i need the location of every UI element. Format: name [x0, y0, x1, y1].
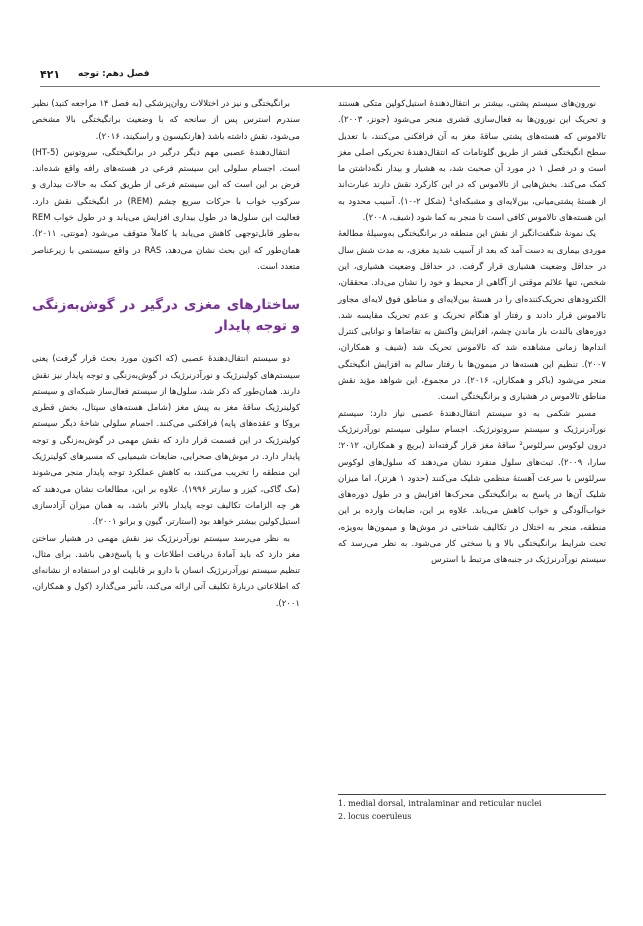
- paragraph: یک نمونۀ شگفت‌انگیز از نقش این منطقه در برانگیختگی به‌وسیلۀ مطالعۀ موردی بیماری به دست آمد که بعد از آسیب شدید مغزی، به مدت شش سال در حداقل وضعیت هشیاری قرار گرفت. در حداقل وضعیت هشیاری، این شخص، تنها علائم موقتی از آگاهی از محیط و خود را نشان می‌داد. محققان، الکترودهای تحریک‌کننده‌ای را در هستۀ بین‌لایه‌ای و مناطق فوق لایه‌ای مجاور تالاموس قرار دادند و رفتار او هنگام تحریک و عدم تحریک مقایسه شد. دوره‌های بالندت بار ماندن چشم، افزایش واکنش به تقاضاها و توانایی کنترل اندام‌ها زمانی مشاهده شد که تالاموس تحریک شد (شیف و همکاران، ۲۰۰۷). تنظیم این هسته‌ها در میمون‌ها با رفتار سالم به افزایش انگیختگی منجر می‌شود (باکر و همکاران، ۲۰۱۶). در مجموع، این شواهد مؤید نقش مناطق تالاموس در هشیاری و برانگیختگی است.: [338, 229, 606, 403]
- footnote: 1. medial dorsal, intralaminar and reticular nuclei: [338, 799, 542, 808]
- left-column: [32, 96, 300, 612]
- footnote: 2. locus coeruleus: [338, 812, 412, 821]
- footnote-divider: [338, 794, 606, 795]
- paragraph: نورون‌های سیستم پشتی، بیشتر بر انتقال‌دهندۀ استیل‌کولین متکی هستند و تحریک این نورون‌ها به فعال‌سازی قشری منجر می‌شود (جونز، ۲۰۰۳). تالاموس که هسته‌های پشتی ساقۀ مغز به آن فرافکنی می‌کنند، با تعدیل سطح انگیختگی قشر از طریق گلوتامات که انتقال‌دهندۀ تحریکی اصلی مغز است و در فصل ۱ در مورد آن صحبت شد، به هشیار و بیدار نگه‌داشتن ما کمک می‌کند. بخش‌هایی از تالاموس که در این کارکرد نقش دارند عبارت‌اند از هستۀ پشتی‌میانی، بین‌لایه‌ای و مشبکه‌ای¹ (شکل ۲-۱۰). آسیب محدود به این هسته‌های تالاموس کافی است تا منجر به کما شود (شیف، ۲۰۰۸).: [338, 99, 606, 224]
- footnotes: [338, 797, 606, 823]
- section-heading: ساختارهای مغزی درگیر در گوش‌به‌زنگی و توجه پایدار: [32, 297, 300, 335]
- paragraph: برانگیختگی و نیز در اختلالات روان‌پزشکی (به فصل ۱۴ مراجعه کنید) نظیر سندرم استرس پس از سانحه که با وضعیت برانگیختگی بالا مشخص می‌شود، نقش داشته باشد (هارنکیسون و راسکیند، ۲۰۱۶).: [32, 99, 300, 142]
- paragraph: به نظر می‌رسد سیستم نورآدرنرژیک نیز نقش مهمی در هشیار ساختن مغز دارد که باید آمادۀ دریافت اطلاعات و یا پاسخ‌دهی باشد. برای مثال، تنظیم سیستم نورآدرنرژیک انسان با دارو بر قابلیت او در استفاده از نشانه‌ای که اطلاعاتی دربارۀ تکلیف آتی ارائه می‌کند، تأثیر می‌گذارد (کول و همکاران، ۲۰۰۱).: [32, 533, 300, 609]
- page-header: [40, 66, 600, 87]
- paragraph: انتقال‌دهندۀ عصبی مهم دیگر درگیر در برانگیختگی، سروتونین (5-HT) است. اجسام سلولی این سیستم فرعی در هسته‌های رافه واقع شده‌اند. فرض بر این است که این سیستم فرعی از طریق کمک به حالات بیداری و سرکوب خواب با حرکات سریع چشم (REM) در انگیختگی نقش دارد. فعالیت این سلول‌ها در طول بیداری افزایش می‌یابد و در طول خواب REM به‌طور قابل‌توجهی کاهش می‌یابد یا کاملاً متوقف می‌شود (مونتی، ۲۰۱۱). همان‌طور که این بحث نشان می‌دهد، RAS در واقع سیستمی با زیرعناصر متعدد است.: [32, 147, 300, 272]
- page-number: ۴۲۱: [40, 68, 61, 81]
- right-column: [338, 96, 606, 569]
- chapter-title: فصل دهم: توجه: [78, 69, 150, 79]
- paragraph: دو سیستم انتقال‌دهندۀ عصبی (که اکنون مورد بحث قرار گرفت) یعنی سیستم‌های کولینرژیک و نورآدرنرژیک در گوش‌به‌زنگی و توجه پایدار نیز نقش دارند. همان‌طور که ذکر شد، سلول‌ها از سیستم فعال‌ساز شبکه‌ای و سیستم کولینرژیک ساقۀ مغز به پیش مغز (شامل هسته‌های سپتال، بخش قطری بروکا و عقده‌های پایه) فرافکنی می‌کنند. اجسام سلولی شاخۀ دیگر سیستم کولینرژیک در این قسمت قرار دارد که نقش مهمی در گوش‌به‌زنگی و توجه پایدار دارد. در موش‌های صحرایی، ضایعات شیمیایی که مسیرهای کولینرژیک این منطقه را تخریب می‌کنند، به کاهش عملکرد توجه پایدار منجر می‌شوند (مک گاکی، کیزر و سارتر ۱۹۹۶). علاوه بر این، مطالعات نشان می‌دهند که هر چه الزامات تکالیف توجه پایدار بالاتر باشد، به همان میزان آزادسازی استیل‌کولین بیشتر خواهد بود (استارتر، گیون و برانو ۲۰۰۱).: [32, 354, 300, 528]
- paragraph: مسیر شکمی به دو سیستم انتقال‌دهندۀ عصبی نیاز دارد: سیستم نورآدرنرژیک و سیستم سروتونرژیک. اجسام سلولی سیستم نورآدرنرژیک درون لوکوس سرلئوس² ساقۀ مغز قرار گرفته‌اند (بریچ و همکاران، ۲۰۱۲؛ سارا، ۲۰۰۹). ثبت‌های سلول منفرد نشان می‌دهند که سلول‌های لوکوس سرلئوس با سرعت آهستۀ منظمی شلیک می‌کنند (حدود ۱ هرتز)، اما میزان شلیک آن‌ها در پاسخ به برانگیختگی محرک‌ها افزایش و در طول دوره‌های خواب‌آلودگی و خواب کاهش می‌یابد. علاوه بر این، ضایعات وارده بر این منطقه، منجر به اختلال در تکالیف شناختی در موش‌ها و میمون‌ها به‌ویژه، تحت شرایط برانگیختگی بالا و یا سختی کار می‌شود. به نظر می‌رسد که سیستم نورآدرنرژیک در جنبه‌های مرتبط با استرس: [338, 408, 607, 566]
